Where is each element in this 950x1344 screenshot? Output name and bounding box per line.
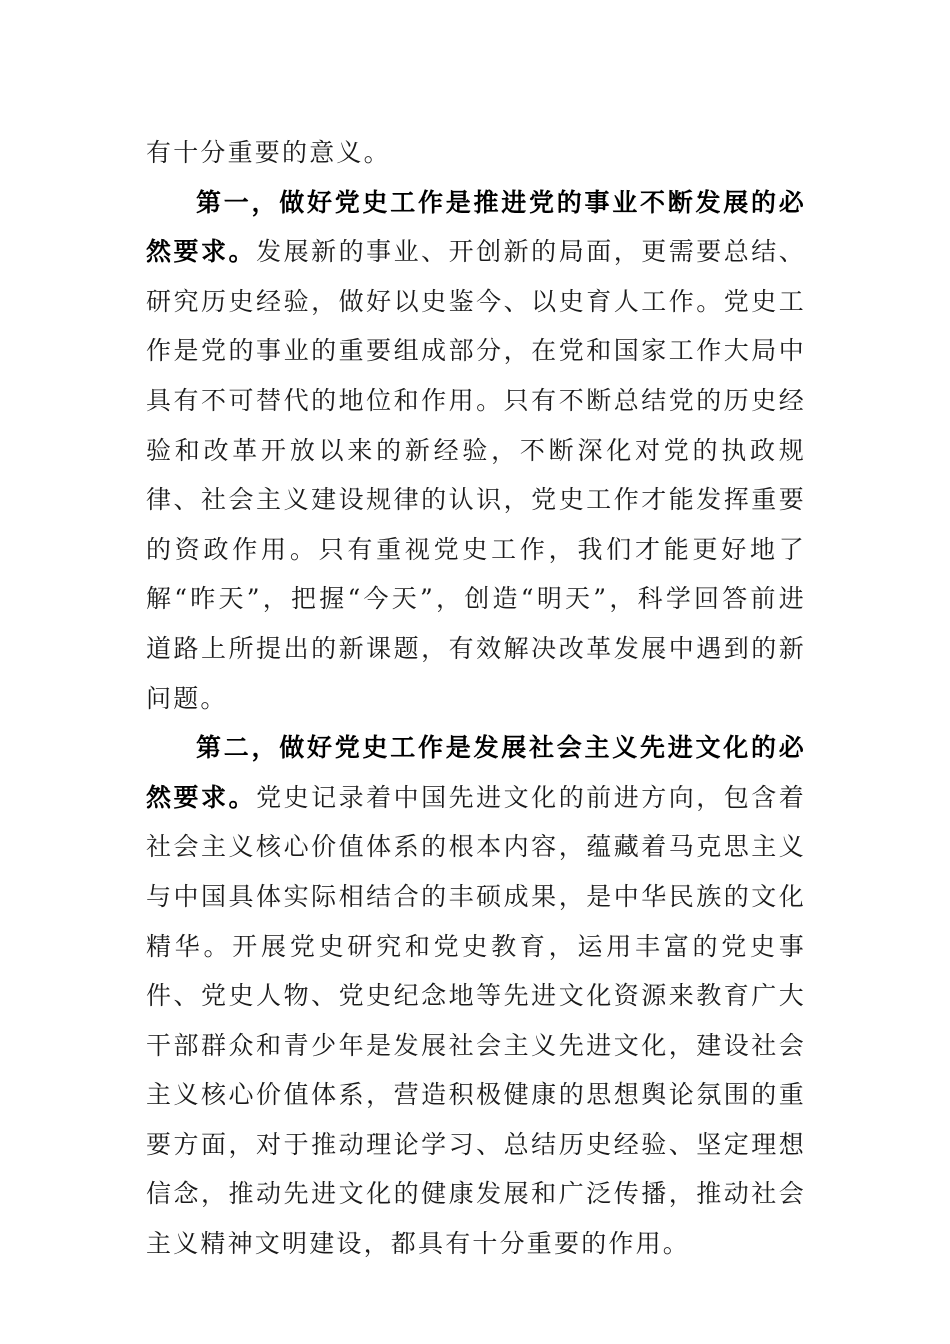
paragraph-lead-heading: 第一，做好党史工作是推进党的事业不断发展的必然要求。 [146, 187, 806, 267]
paragraph-text: 发展新的事业、开创新的局面，更需要总结、研究历史经验，做好以史鉴今、以史育人工作。党史工作是党的事业的重要组成部分，在党和国家工作大局中具有不可替代的地位和作用。只有不断总结党的历史经验和改革开放以来的新经验，不断深化对党的执政规律、社会主义建设规律的认识，党史工作才能发挥重要的资政作用。只有重视党史工作，我们才能更好地了解“昨天”，把握“今天”，创造“明天”，科学回答前进道路上所提出的新课题，有效解决改革发展中遇到的新问题。 [146, 237, 806, 713]
paragraph-text: 有十分重要的意义。 [146, 138, 391, 167]
paragraph-first-point [146, 178, 806, 724]
paragraph-text: 党史记录着中国先进文化的前进方向，包含着社会主义核心价值体系的根本内容，蕴藏着马克思主义与中国具体实际相结合的丰硕成果，是中华民族的文化精华。开展党史研究和党史教育，运用丰富的党史事件、党史人物、党史纪念地等先进文化资源来教育广大干部群众和青少年是发展社会主义先进文化，建设社会主义核心价值体系，营造积极健康的思想舆论氛围的重要方面，对于推动理论学习、总结历史经验、坚定理想信念，推动先进文化的健康发展和广泛传播，推动社会主义精神文明建设，都具有十分重要的作用。 [146, 782, 806, 1259]
document-body [146, 128, 806, 1269]
paragraph-lead-heading: 第二，做好党史工作是发展社会主义先进文化的必然要求。 [146, 733, 806, 812]
paragraph-second-point [146, 723, 806, 1269]
paragraph-continuation [146, 128, 806, 178]
